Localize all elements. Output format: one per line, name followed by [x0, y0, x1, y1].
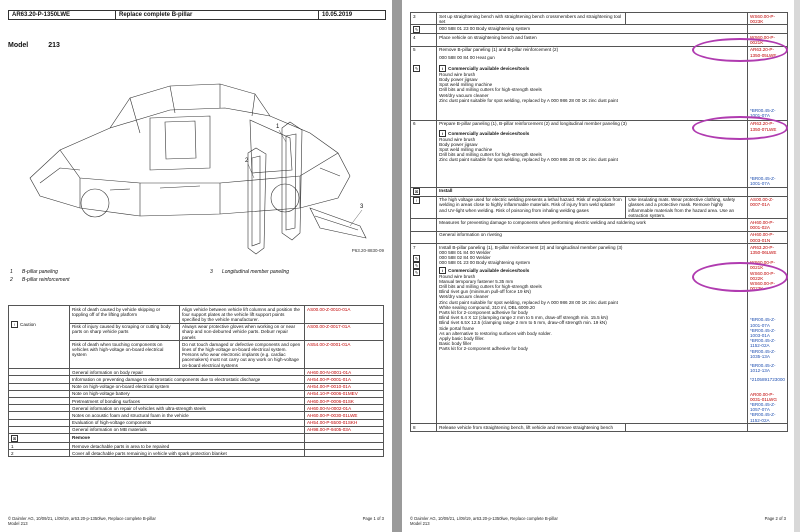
info-cell: General information on repair of vehicles with ultra-strength steels: [70, 405, 305, 412]
risk-cell: Risk of injury caused by scraping or cutting body parts on sharp vehicle parts: [70, 323, 180, 341]
info-icon: i: [439, 65, 446, 72]
table-row: [9, 434, 384, 443]
step-number: 6: [411, 120, 437, 187]
ref-link[interactable]: AH60.00-N-0001-01A: [305, 369, 384, 376]
info-cell: Note on high-voltage on-board electrical system: [70, 383, 305, 390]
legend-num: 1: [10, 269, 13, 275]
ref-link[interactable]: AH60.00-P-0006-01SK: [305, 398, 384, 405]
device-item: Wet/dry vacuum cleaner: [439, 92, 489, 98]
caution-label: Caution: [20, 321, 36, 327]
table-row: [9, 398, 384, 405]
tool-text: 000 588 02 84 00 Welder: [439, 255, 491, 261]
ref-link[interactable]: AS54.00-Z-0001-01A: [305, 341, 384, 369]
document-title: Replace complete B-pillar: [116, 11, 319, 19]
info-cell: Note on high-voltage battery: [70, 390, 305, 397]
info-cell: General information on body repair: [70, 369, 305, 376]
ref-link[interactable]: AH54.00-P-0010-01A: [305, 383, 384, 390]
device-item: Drill bits and milling cutters for high-strength steels: [439, 152, 542, 158]
figure-code: P63.20-8830-09: [351, 248, 384, 253]
footer-page-number: Page 2 of 3: [764, 516, 786, 521]
device-item: Side portal frame: [439, 325, 475, 331]
info-icon: i: [439, 267, 446, 274]
measure-cell: Do not touch damaged or defective components and open lines of the high-voltage on-board electrical system. Persons who wear electronic implants (e.g. cardiac pacemakers) must not carry out any work on high-voltage on-board electrical systems: [180, 341, 305, 369]
procedure-table-page2: [410, 12, 788, 432]
table-row: [411, 219, 788, 231]
table-row: [411, 187, 788, 196]
highlight-circle: [692, 116, 788, 140]
table-row: [411, 196, 788, 219]
ref-link[interactable]: *2105891723000: [749, 377, 785, 383]
device-item: Round wire brush: [439, 71, 476, 77]
tool-text: 000 588 00 84 00 Heat gun: [439, 54, 495, 60]
step-number: 5: [413, 47, 416, 53]
step-text: Place vehicle on straightening bench and fasten: [437, 34, 748, 46]
footer-copyright: © Daimler AG, 10/09/21, L/09/19, ar63.20-p-1350lwe, Replace complete B-pillar: [8, 516, 156, 521]
figure-legend: [10, 268, 289, 284]
ref-link[interactable]: *BR00.45-Z-1035-13A: [749, 348, 776, 359]
device-item: Zinc dust paint suitable for spot welding, replaced by A 000 986 28 00 1K zinc dust paint: [439, 299, 618, 305]
ref-link[interactable]: AH54.00-P-0001-01A: [305, 376, 384, 383]
procedure-table-page1: [8, 305, 384, 457]
ref-link[interactable]: WS60.00-P-0023K: [747, 13, 787, 25]
info-cell: Pretreatment of bonding surfaces: [70, 398, 305, 405]
device-item: Spot weld milling machine: [439, 146, 493, 152]
step-text: Install B-pillar paneling (1), B-pillar reinforcement (2) and longitudinal member paneling (3): [439, 244, 623, 250]
legend-num: 3: [210, 269, 213, 275]
device-item: Drill bits and milling cutters for high-strength steels: [439, 87, 542, 93]
table-row: [411, 13, 788, 25]
document-header: [8, 10, 386, 20]
step-text: Remove detachable parts in area to be repaired: [70, 443, 305, 450]
device-item: Apply basic body filler.: [439, 336, 485, 341]
page-footer: [410, 516, 786, 526]
page-gutter: [392, 0, 402, 532]
highlight-circle: [692, 38, 788, 62]
step-number: 3: [411, 13, 437, 25]
devices-title: Commercially available devices/tools: [448, 267, 530, 273]
document-code: AR63.20-P-1350LWE: [9, 11, 116, 19]
step-text: Set up straightening bench with straightening bench crossmembers and straightening tool set: [437, 13, 626, 25]
info-cell: Evaluation of high-voltage components: [70, 419, 305, 426]
document-page-2: [402, 0, 794, 532]
ref-link[interactable]: *BR00.45-Z-1001-07A: [749, 317, 776, 328]
ref-link[interactable]: AH60.00-P-0001-02A: [747, 219, 787, 231]
step-number: 1: [9, 443, 70, 450]
step-text: Release vehicle from straightening bench, lift vehicle and remove straightening bench: [437, 424, 626, 431]
ref-link[interactable]: AH98.00-P-9405-03A: [305, 426, 384, 433]
footer-page-number: Page 1 of 3: [362, 516, 384, 521]
document-page-1: [0, 0, 392, 532]
ref-link[interactable]: WS60.00-P-0021K: [747, 34, 787, 46]
install-section-icon: ⊠: [414, 189, 419, 195]
device-item: Spot weld milling machine: [439, 82, 493, 88]
device-item: Drill bits and milling cutters for high-strength steels: [439, 283, 542, 289]
ref-link[interactable]: WS60.00-P-0021K: [749, 260, 776, 271]
device-item: Manual temporary fastener 5.35 mm: [439, 278, 514, 284]
device-item: White sealing compound, 310 ml, DBL 6009.20: [439, 304, 535, 310]
page-footer: [8, 516, 384, 526]
model-label: Model: [8, 42, 29, 49]
step-number: 4: [411, 34, 437, 46]
caution-cell: [9, 306, 70, 369]
highlight-circle: [692, 262, 788, 292]
tool-text: 000 588 01 23 00 Body straightening system: [437, 25, 748, 34]
section-heading: Install: [437, 187, 748, 196]
warning-icon: !: [413, 197, 420, 204]
step-text: Cover all detachable parts remaining in vehicle with spark protection blanket: [70, 450, 305, 457]
tool-icon: ✎: [414, 262, 419, 268]
step-number: 8: [411, 424, 437, 431]
device-item: Body power jigsaw: [439, 76, 478, 82]
ref-link[interactable]: AR00.00-P-0031-01LWG: [749, 391, 777, 402]
device-item: Basic body filler: [439, 341, 472, 347]
info-cell: Information on preventing damage to electrostatic components due to electrostatic discharge: [70, 376, 305, 383]
device-item: Zinc dust paint suitable for spot welding, replaced by A 000 986 28 00 1K zinc dust paint: [439, 157, 618, 163]
device-item: Zinc dust paint suitable for spot welding, replaced by A 000 986 28 00 1K zinc dust paint: [439, 97, 618, 103]
risk-cell: Risk of death when touching components on vehicles with high-voltage on-board electrical system: [70, 341, 180, 369]
model-line: [8, 42, 60, 49]
device-item: Blind rivet gun (minimum pull-off force 19 kN): [439, 289, 531, 295]
ref-link[interactable]: AH54.00-P-5500-01SKH: [305, 419, 384, 426]
callout-2: 2: [245, 158, 249, 164]
table-row: [9, 405, 384, 412]
ref-link[interactable]: *BR00.45-Z-1012-13A: [749, 363, 776, 374]
device-item: Blind rivet 6.4 X 12 (clamping range 2 mm to 5 mm, draw-off strength min. 15.5 kN): [439, 315, 609, 321]
ref-link[interactable]: AR63.20-P-1350-06LWE: [749, 244, 777, 255]
legend-num: 2: [10, 277, 13, 283]
ref-link[interactable]: AS00.00-Z-0010-01A: [305, 306, 384, 324]
tool-icon: ✎: [414, 255, 419, 261]
step-text: Remove B-pillar paneling (1) and B-pillar reinforcement (2): [439, 47, 559, 53]
table-row: [9, 426, 384, 433]
info-cell: Notes on acoustic foam and structural foam in the vehicle: [70, 412, 305, 419]
section-heading: Remove: [70, 434, 305, 443]
device-item: Body power jigsaw: [439, 141, 478, 147]
table-row: [9, 412, 384, 419]
document-date: 10.05.2019: [322, 12, 353, 18]
table-row: [9, 383, 384, 390]
model-value: 213: [48, 42, 60, 49]
device-item: Parts kit for 2-component adhesive for body: [439, 346, 528, 352]
footer-copyright: © Daimler AG, 10/09/21, L/09/19, ar63.20-p-1350lwe, Replace complete B-pillar: [410, 516, 558, 521]
legend-text: B-pillar reinforcement: [22, 277, 70, 283]
ref-link[interactable]: *BR00.45-Z-1003-01A: [749, 327, 776, 338]
warning-icon: !: [11, 321, 18, 328]
measure-cell: Align vehicle between vehicle lift columns and position the four support plates at the vehicle lift support points specified by the vehicle manufacturer.: [180, 306, 305, 324]
ref-link[interactable]: WS60.00-P-0023K: [749, 280, 776, 292]
step-number: 2: [9, 450, 70, 457]
device-item: Round wire brush: [439, 273, 476, 279]
device-item: Wet/dry vacuum cleaner: [439, 294, 489, 300]
footer-model: Model 213: [410, 521, 430, 526]
ref-link[interactable]: AS00.00-Z-0017-01A: [305, 323, 384, 341]
risk-cell: Risk of death caused by vehicle skipping or toppling off of the lifting platform: [70, 306, 180, 324]
table-row: [9, 376, 384, 383]
tool-text: 000 588 01 23 00 Body straightening system: [439, 260, 531, 266]
remove-section-icon: ⊠: [12, 435, 17, 441]
ref-link[interactable]: AR63.20-P-1350-05LWE: [749, 47, 777, 58]
table-row: [411, 231, 788, 243]
ref-link[interactable]: AS00.00-Z-0007-01A: [747, 196, 787, 219]
ref-link[interactable]: *BR00.45-Z-1057-07A: [749, 402, 776, 413]
step-text: Prepare B-pillar paneling (1), B-pillar reinforcement (2) and longitudinal member paneling (3): [439, 121, 627, 127]
table-row: [411, 424, 788, 431]
devices-title: Commercially available devices/tools: [448, 130, 530, 136]
tool-icon: ✎: [414, 26, 419, 32]
table-row: [9, 390, 384, 397]
ref-link[interactable]: *BR00.45-Z-1001-07A: [749, 175, 776, 186]
tool-text: 000 588 01 84 00 Welder: [439, 249, 491, 255]
table-row: [9, 450, 384, 457]
tool-icon: ✎: [414, 269, 419, 275]
vehicle-body-illustration: [20, 58, 376, 268]
ref-link[interactable]: *BR00.45-Z-1152-02A: [749, 338, 776, 349]
table-row: [9, 306, 384, 324]
info-cell: General information on riveting: [437, 231, 748, 243]
ref-link[interactable]: AR63.20-P-1350-07LWE: [749, 121, 777, 132]
ref-link[interactable]: AH54.10-P-0006-01MEV: [305, 390, 384, 397]
tool-icon: ✎: [414, 65, 419, 71]
hazard-text: The high voltage used for electric welding presents a lethal hazard. Risk of explosion from welding in areas close to highly inflammable materials. Risk of injury from weld splatter and UV-light when welding. Risk of poisoning from inhaling welding gases: [437, 196, 626, 219]
info-cell: Measures for preventing damage to components when performing electric welding and soldering work: [437, 219, 748, 231]
measure-cell: Always wear protective gloves when working on or near sharp and non-deburred vehicle parts. Deburr repair panels: [180, 323, 305, 341]
table-row: [9, 443, 384, 450]
step-number: 7: [413, 244, 416, 250]
legend-text: B-pillar paneling: [22, 269, 58, 275]
ref-link[interactable]: AH60.00-N-0002-01A: [305, 405, 384, 412]
table-row: [411, 25, 788, 34]
ref-link[interactable]: AH60.00-P-0030-01LWE: [305, 412, 384, 419]
ref-link[interactable]: WS60.00-P-0022K: [749, 270, 776, 281]
device-item: Parts kit for 2-component adhesive for body: [439, 309, 528, 315]
table-row: [9, 369, 384, 376]
device-item: As an alternative to restoring surfaces with body solder.: [439, 330, 552, 336]
legend-text: Longitudinal member paneling: [222, 269, 289, 275]
info-icon: i: [439, 130, 446, 137]
footer-model: Model 213: [8, 521, 28, 526]
devices-title: Commercially available devices/tools: [448, 65, 530, 71]
device-item: Blind rivet 6.5X 12.5 (clamping range 2 mm to 5 mm, draw-off strength min. 19 kN): [439, 320, 607, 326]
callout-1: 1: [276, 124, 280, 130]
ref-link[interactable]: *BR00.45-Z-1152-02A: [749, 412, 776, 423]
ref-link[interactable]: AH60.00-P-0003-01N: [747, 231, 787, 243]
device-item: Round wire brush: [439, 136, 476, 142]
callout-3: 3: [360, 204, 364, 210]
hazard-measure: Use insulating mats. Wear protective clothing, safety glasses and a protective mask. Remove highly inflammable materials from the hazard area. Use an extraction system.: [626, 196, 748, 219]
info-cell: General information on MB materials: [70, 426, 305, 433]
ref-link[interactable]: *BR00.45-Z-1001-07A: [749, 107, 776, 118]
table-row: [9, 419, 384, 426]
